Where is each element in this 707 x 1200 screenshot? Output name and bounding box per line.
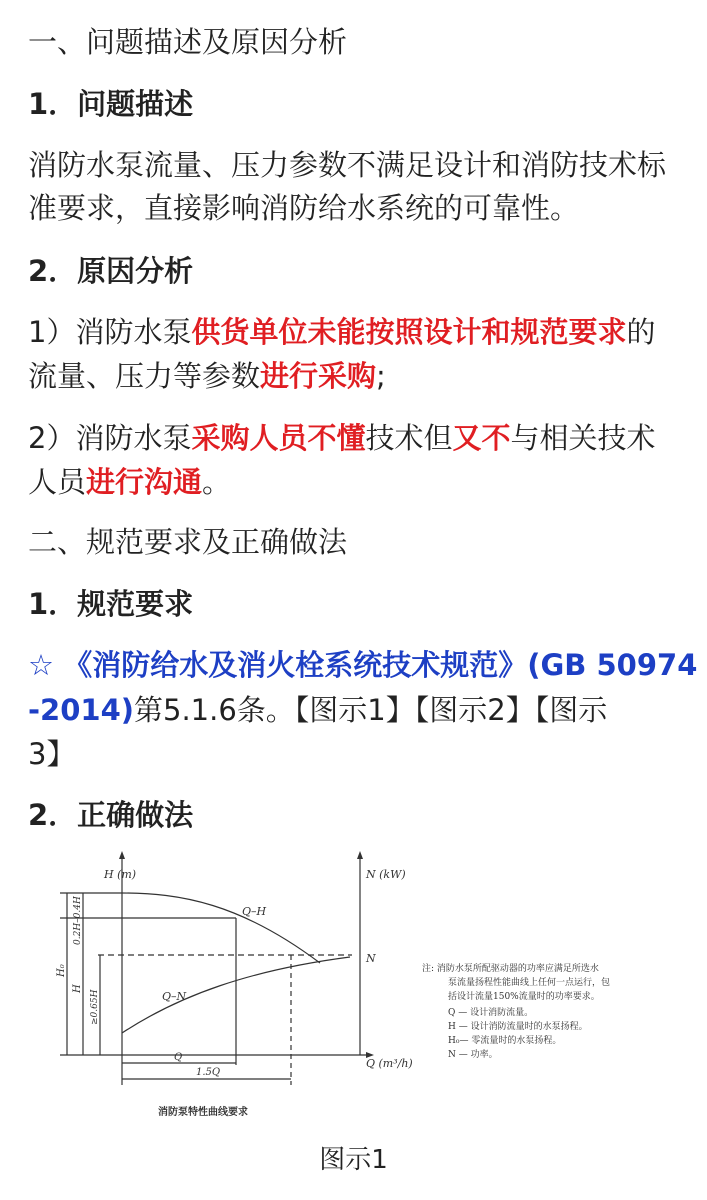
cause-item2-text: 技术但 (365, 421, 453, 455)
q-axis-label: Q (m³/h) (366, 1057, 413, 1070)
qh-curve (122, 893, 320, 963)
cause-item2-text: 人员 (28, 465, 87, 499)
spec-reference-link[interactable]: 《消防给水及消火栓系统技术规范》(GB 50974 (63, 648, 698, 682)
note-line: H — 设计消防流量时的水泵扬程。 (448, 1022, 588, 1032)
cause-item1-highlight: 进行采购 (260, 359, 377, 393)
spec-reference-link[interactable]: -2014) (28, 693, 135, 727)
cause-item2-text: 与相关技术 (510, 421, 656, 455)
dim-065-label: ≥0.65H (90, 989, 100, 1025)
section1-heading: 一、问题描述及原因分析 (28, 25, 348, 59)
dim-h0-label: H₀ (56, 964, 67, 977)
dim-h-label: H (72, 984, 83, 993)
n-value-label: N (366, 952, 376, 965)
qn-curve-label: Q–N (162, 990, 187, 1003)
cause-item2-highlight: 又不 (452, 421, 511, 455)
cause-item2-text: 2）消防水泵 (28, 421, 192, 455)
spec-reference-line2 (28, 690, 607, 730)
cause-item1-text: 1）消防水泵 (28, 315, 192, 349)
note-line: N — 功率。 (448, 1050, 498, 1060)
n-axis-label: N (kW) (366, 868, 406, 881)
section2-heading: 二、规范要求及正确做法 (28, 525, 348, 559)
cause-item2-highlight: 进行沟通 (86, 465, 203, 499)
cause-item1-text: ; (376, 359, 386, 393)
cause-item1-text: 流量、压力等参数 (28, 359, 261, 393)
spec-requirement-heading: 1．规范要求 (28, 587, 194, 621)
spec-reference-text: 第5.1.6条。【图示1】【图示2】【图示 (134, 693, 608, 727)
problem-paragraph-line2: 准要求，直接影响消防给水系统的可靠性。 (28, 191, 580, 225)
figure-caption: 图示1 (319, 1145, 388, 1175)
cause-item2-text: 。 (202, 465, 232, 499)
cause-item2-line2 (28, 462, 231, 502)
pump-curve-diagram (40, 845, 680, 1135)
h-axis-label: H (m) (104, 868, 137, 881)
star-icon: ☆ (28, 648, 54, 682)
cause-item2-line1 (28, 418, 656, 458)
spec-reference-line1 (28, 645, 697, 685)
cause-item1-highlight: 供货单位未能按照设计和规范要求 (191, 315, 627, 349)
note-line: 泵流量扬程性能曲线上任何一点运行，包 (448, 978, 611, 988)
cause-item1-line1 (28, 312, 655, 352)
dim-q-label: Q (174, 1052, 183, 1063)
qh-curve-label: Q–H (242, 905, 267, 918)
note-line: 括设计流量150%流量时的功率要求。 (448, 992, 600, 1002)
dim-15q-label: 1.5Q (196, 1067, 221, 1078)
chart-title: 消防泵特性曲线要求 (158, 1107, 248, 1118)
dim-top-label: 0.2H–0.4H (73, 896, 83, 945)
note-line: H₀— 零流量时的水泵扬程。 (448, 1036, 562, 1046)
cause-analysis-heading: 2．原因分析 (28, 254, 194, 288)
correct-practice-heading: 2．正确做法 (28, 798, 194, 832)
cause-item2-highlight: 采购人员不懂 (191, 421, 366, 455)
note-line: Q — 设计消防流量。 (448, 1008, 534, 1018)
spec-reference-line3: 3】 (28, 737, 76, 771)
cause-item1-text: 的 (626, 315, 656, 349)
note-line: 注: 消防水泵所配驱动器的功率应满足所选水 (422, 964, 599, 974)
problem-paragraph-line1: 消防水泵流量、压力参数不满足设计和消防技术标 (28, 148, 667, 182)
pump-curve-figure (40, 845, 680, 1135)
problem-description-heading: 1．问题描述 (28, 87, 194, 121)
cause-item1-line2 (28, 356, 386, 396)
